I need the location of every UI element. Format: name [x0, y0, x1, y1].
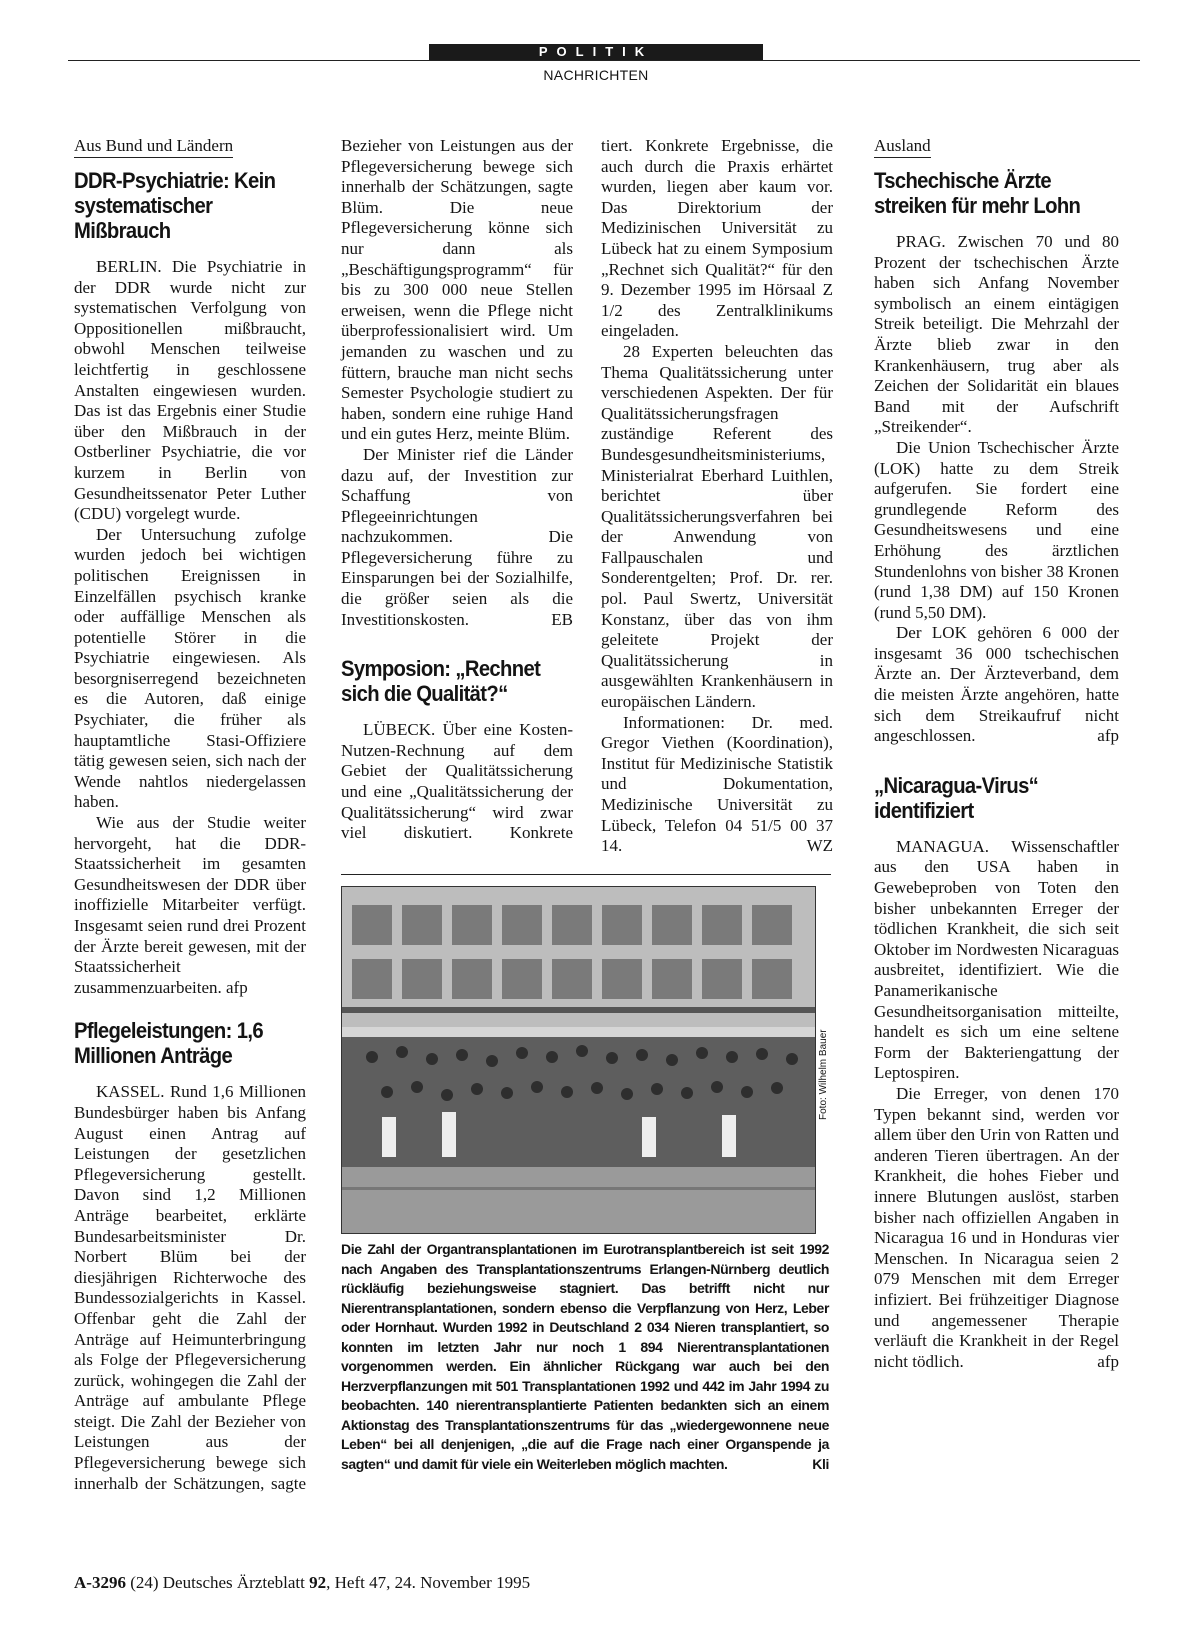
issue-info: , Heft 47, 24. November 1995	[326, 1573, 531, 1592]
volume-number: 92	[309, 1573, 327, 1592]
subsection-label: NACHRICHTEN	[543, 67, 649, 83]
nicaragua-signature: afp	[1097, 1351, 1119, 1371]
kicker-inland: Aus Bund und Ländern	[74, 136, 233, 158]
pflege-signature: EB	[551, 609, 573, 629]
symposion-paragraph-3	[601, 713, 833, 857]
column-2	[341, 136, 573, 844]
tschechien-text: Der LOK gehören 6 000 der insgesamt 36 000 tschechischen Ärzte an. Der Ärzteverband, dem die meisten Ärzte angehören, hatte sich dem Streikaufruf nicht angeschlossen.	[874, 623, 1119, 746]
photo-rule	[341, 874, 831, 875]
headline-ddr: DDR-Psychiatrie: Kein systematischer Mißbrauch	[74, 168, 276, 243]
headline-symposion: Symposion: „Rechnet sich die Qualität?“	[341, 656, 541, 707]
photo-credit: Foto: Wilhelm Bauer	[818, 1029, 829, 1120]
column-1	[74, 136, 306, 1494]
tschechien-paragraph-3	[874, 623, 1119, 747]
nicaragua-paragraph-1: MANAGUA. Wissenschaftler aus den USA haben in Gewebeproben von Toten den bisher unbekannten Erreger der tödlichen Krankheit, die sich seit Oktober im Nordwesten Nicaraguas ausbreitet, identifiziert. Wie die Panamerikanische Gesundheitsorganisation mitteilte, handelt es sich um eine seltene Form der Bakteriengattung der Leptospiren.	[874, 836, 1120, 1083]
nicaragua-paragraph-2	[874, 1084, 1119, 1372]
header-rule	[68, 60, 1140, 61]
pflege-paragraph-2	[341, 445, 573, 630]
pflege-text: Der Minister rief die Länder dazu auf, der Investition zur Schaffung von Pflegeeinrichtungen nachzukommen. Die Pflegeversicherung führe zu Einsparungen bei der Sozialhilfe, die größer seien als die Investitionskosten.	[341, 444, 573, 629]
symposion-paragraph-1-cont: tiert. Konkrete Ergebnisse, die auch durch die Praxis erhärtet wurden, liegen aber kaum vor. Das Direktorium der Medizinischen Universität zu Lübeck hat zu einem Symposium „Rechnet sich Qualität?“ für den 9. Dezember 1995 im Hörsaal Z 1/2 des Zentralklinikums eingeladen.	[601, 136, 833, 341]
publication-name: Deutsches Ärzteblatt	[162, 1573, 305, 1592]
page-footer	[74, 1573, 530, 1593]
headline-nicaragua: „Nicaragua-Virus“ identifiziert	[874, 772, 1039, 823]
ddr-text: Wie aus der Studie weiter hervorgeht, hat die DDR-Staatssicherheit im gesamten Gesundheitswesen der DDR über inoffizielle Mitarbeiter verfügt. Insgesamt seien rund drei Prozent der Ärzte bereit gewesen, mit der Staatssicherheit zusammenzuarbeiten.	[74, 813, 306, 997]
tschechien-paragraph-1: PRAG. Zwischen 70 und 80 Prozent der tschechischen Ärzte haben sich Anfang November symbolisch an einem eintägigen Streik beteiligt. Die Mehrzahl der Ärzte blieb zwar in den Krankenhäusern, trug aber als Zeichen der Solidarität ein blaues Band mit der Aufschrift „Streikender“.	[874, 232, 1119, 437]
kicker-ausland: Ausland	[874, 136, 931, 158]
pflege-paragraph-1: KASSEL. Rund 1,6 Millionen Bundesbürger haben bis Anfang August einen Antrag auf Leistungen der gesetzlichen Pflegeversicherung gestellt. Davon sind 1,2 Millionen Anträge bearbeitet, erklärte Bundesarbeitsminister Dr. Norbert Blüm bei der diesjährigen Richterwoche des Bundessozialgerichts in Kassel. Offenbar geht die Zahl der Anträge auf Heimunterbringung als Folge der Pflegeversicherung zurück, wohingegen die Zahl der Anträge auf ambulante Pflege steigt. Die Zahl der Bezieher von Leistungen aus der Pflegeversicherung bewege sich innerhalb der Schätzungen, sagte	[74, 1082, 306, 1493]
symposion-paragraph-1: LÜBECK. Über eine Kosten-Nutzen-Rechnung auf dem Gebiet der Qualitätssicherung und eine „Qualitätssicherung der Qualitätssicherung“ wird zwar viel diskutiert. Konkrete	[341, 720, 573, 843]
page-code: A-3296	[74, 1573, 126, 1592]
tschechien-paragraph-2: Die Union Tschechischer Ärzte (LOK) hatte zu dem Streik aufgerufen. Sie fordert eine grundlegende Reform des Gesundheitswesens und eine Erhöhung des ärztlichen Stundenlohns von bisher 38 Kronen (rund 1,38 DM) auf 150 Kronen (rund 5,50 DM).	[874, 437, 1119, 622]
symposion-signature: WZ	[806, 836, 833, 856]
pflege-paragraph-1-cont: Bezieher von Leistungen aus der Pflegeversicherung bewege sich innerhalb der Schätzungen, sagte Blüm. Die neue Pflegeversicherung könne sich nur dann als „Beschäftigungsprogramm“ für bis zu 300 000 neue Stellen erweisen, wenn die Pflege nicht überprofessionalisiert wird. Um jemanden zu waschen und zu füttern, brauche man nicht sechs Semester Psychologie studiert zu haben, sondern eine ruhige Hand und ein gutes Herz, meinte Blüm.	[341, 136, 573, 444]
column-3	[601, 136, 833, 857]
ddr-signature: afp	[226, 977, 248, 997]
ddr-paragraph-2: Der Untersuchung zufolge wurden jedoch bei wichtigen politischen Ereignissen in Einzelfällen psychisch kranke oder auffällige Menschen als potentielle Störer in die Psychiatrie eingewiesen. Als besorgniserregend bezeichneten es die Autoren, daß einige Psychiater, die früher als hauptamtliche Stasi-Offiziere tätig gewesen seien, sich nach der Wende nahtlos niedergelassen haben.	[74, 524, 306, 812]
column-4	[874, 136, 1119, 1372]
tschechien-signature: afp	[1097, 726, 1119, 746]
page-number: (24)	[130, 1573, 159, 1592]
ddr-paragraph-3	[74, 813, 306, 998]
section-label: POLITIK	[429, 44, 763, 60]
photo-caption-text: Die Zahl der Organtransplantationen im Eurotransplantbereich ist seit 1992 nach Angaben des Transplantationszentrums Erlangen-Nürnberg deutlich rückläufig beziehungsweise stagniert. Das betrifft nicht nur Nierentransplantationen, sondern ebenso die Verpflanzung von Herz, Leber oder Hornhaut. Wurden 1992 in Deutschland 2 034 Nieren transplantiert, so konnten im letzten Jahr nur noch 1 894 Nierentransplantationen vorgenommen werden. Ein ähnlicher Rückgang war auch bei den Herzverpflanzungen mit 501 Transplantationen 1992 und 442 im Jahr 1994 zu beobachten. 140 nierentransplantierte Patienten bedankten sich an einem Aktionstag des Transplantationszentrums für das „wiedergewonnene neue Leben“ bei all denjenigen, „die auf die Frage nach einer Organspende ja sagten“ und damit für viele ein Weiterleben möglich machten.	[341, 1241, 829, 1472]
ddr-paragraph-1: BERLIN. Die Psychiatrie in der DDR wurde nicht zur systematischen Verfolgung von Oppositionellen mißbraucht, obwohl Menschen teilweise leichtfertig in geschlossene Anstalten eingewiesen wurden. Das ist das Ergebnis einer Studie über den Mißbrauch in der Ostberliner Psychiatrie, die vor kurzem in Berlin von Gesundheitssenator Peter Luther (CDU) vorgelegt wurde.	[74, 257, 306, 524]
group-photo	[341, 886, 816, 1234]
symposion-paragraph-2: 28 Experten beleuchten das Thema Qualitätssicherung unter verschiedenen Aspekten. Der für Qualitätssicherungsfragen zuständige Referent des Bundesgesundheitsministeriums, Ministerialrat Eberhard Luithlen, berichtet über Qualitätssicherungsverfahren bei der Anwendung von Fallpauschalen und Sonderentgelten; Prof. Dr. rer. pol. Paul Swertz, Universität Konstanz, über das von ihm geleitete Projekt der Qualitätssicherung in ausgewählten Krankenhäusern in europäischen Ländern.	[601, 341, 833, 712]
nicaragua-text: Die Erreger, von denen 170 Typen bekannt sind, werden vor allem über den Urin von Ratten und anderen Tieren übertragen. An der Krankheit, die hohes Fieber und innere Blutungen auslöst, starben bisher nach offiziellen Angaben in Nicaragua 16 und in Honduras vier Menschen. In Nicaragua seien 2 079 Menschen mit dem Erreger infiziert. Bei frühzeitiger Diagnose und angemessener Therapie verläuft die Krankheit in der Regel nicht tödlich.	[874, 1083, 1119, 1371]
photo-caption	[341, 1240, 829, 1474]
photo-caption-signature: Kli	[812, 1455, 829, 1472]
symposion-text: Informationen: Dr. med. Gregor Viethen (Koordination), Institut für Medizinische Statistik und Dokumentation, Medizinische Universität zu Lübeck, Telefon 04 51/5 00 37 14.	[601, 712, 833, 856]
headline-tschechien: Tschechische Ärzte streiken für mehr Lohn	[874, 168, 1081, 218]
group-photo-image	[342, 887, 815, 1233]
headline-pflege: Pflegeleistungen: 1,6 Millionen Anträge	[74, 1018, 263, 1069]
